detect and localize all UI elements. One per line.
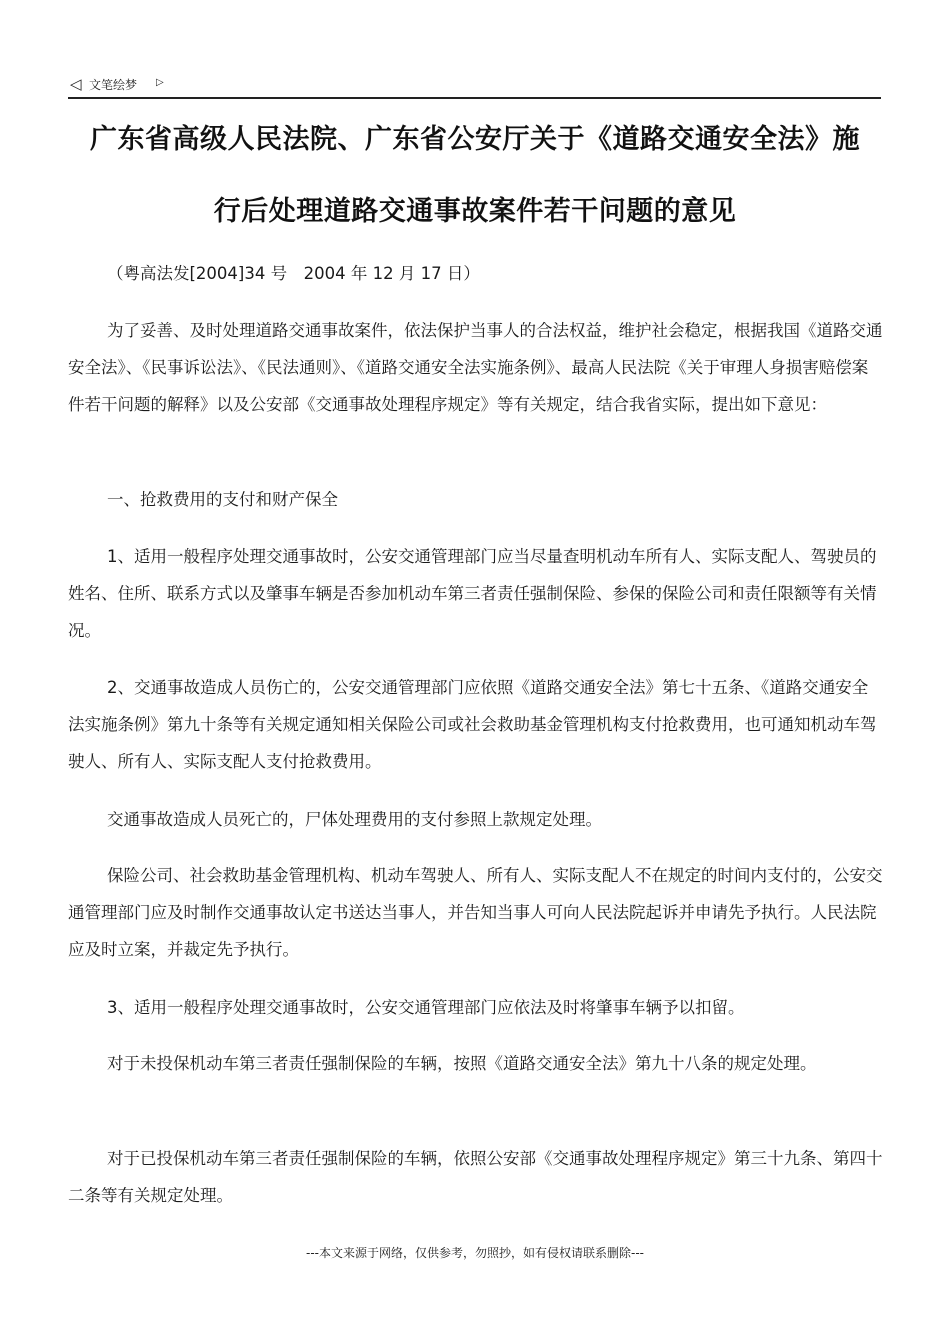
page-footer: ---本文来源于网络，仅供参考，勿照抄，如有侵权请联系删除---: [306, 1246, 644, 1260]
document-number: （粤高法发[2004]34 号 2004 年 12 月 17 日）: [107, 264, 480, 283]
paragraph-item-2: 2、交通事故造成人员伤亡的，公安交通管理部门应依照《道路交通安全法》第七十五条、《道路交通安全法实施条例》第九十条等有关规定通知相关保险公司或社会救助基金管理机构支付抢救费用，也可通知机动车驾驶人、所有人、实际支配人支付抢救费用。: [68, 678, 877, 771]
paragraph-item-1: 1、适用一般程序处理交通事故时，公安交通管理部门应当尽量查明机动车所有人、实际支配人、驾驶员的姓名、住所、联系方式以及肇事车辆是否参加机动车第三者责任强制保险、参保的保险公司和责任限额等有关情况。: [68, 547, 877, 640]
document-title: [40, 104, 910, 248]
page-header: [70, 74, 880, 98]
triangle-left-icon: ◁: [70, 75, 82, 93]
title-line-1: 广东省高级人民法院、广东省公安厅关于《道路交通安全法》施: [90, 124, 860, 155]
paragraph-item-2-b: 交通事故造成人员死亡的，尸体处理费用的支付参照上款规定处理。: [107, 810, 602, 829]
title-line-2: 行后处理道路交通事故案件若干问题的意见: [213, 196, 737, 227]
paragraph-item-3-b: 对于未投保机动车第三者责任强制保险的车辆，按照《道路交通安全法》第九十八条的规定处理。: [107, 1054, 817, 1073]
section-heading-1: 一、抢救费用的支付和财产保全: [107, 490, 338, 509]
paragraph-item-3-c: 对于已投保机动车第三者责任强制保险的车辆，依照公安部《交通事故处理程序规定》第三十九条、第四十二条等有关规定处理。: [68, 1149, 883, 1205]
header-brand: 文笔绘梦: [89, 78, 138, 92]
paragraph-item-2-c: 保险公司、社会救助基金管理机构、机动车驾驶人、所有人、实际支配人不在规定的时间内支付的，公安交通管理部门应及时制作交通事故认定书送达当事人，并告知当事人可向人民法院起诉并申请先予执行。人民法院应及时立案，并裁定先予执行。: [68, 866, 883, 959]
triangle-right-icon: ▷: [156, 77, 164, 88]
paragraph-preamble: 为了妥善、及时处理道路交通事故案件，依法保护当事人的合法权益，维护社会稳定，根据我国《道路交通安全法》、《民事诉讼法》、《民法通则》、《道路交通安全法实施条例》、最高人民法院《关于审理人身损害赔偿案件若干问题的解释》以及公安部《交通事故处理程序规定》等有关规定，结合我省实际，提出如下意见：: [68, 321, 883, 414]
paragraph-item-3: 3、适用一般程序处理交通事故时，公安交通管理部门应依法及时将肇事车辆予以扣留。: [107, 998, 745, 1017]
header-divider: [68, 97, 881, 99]
